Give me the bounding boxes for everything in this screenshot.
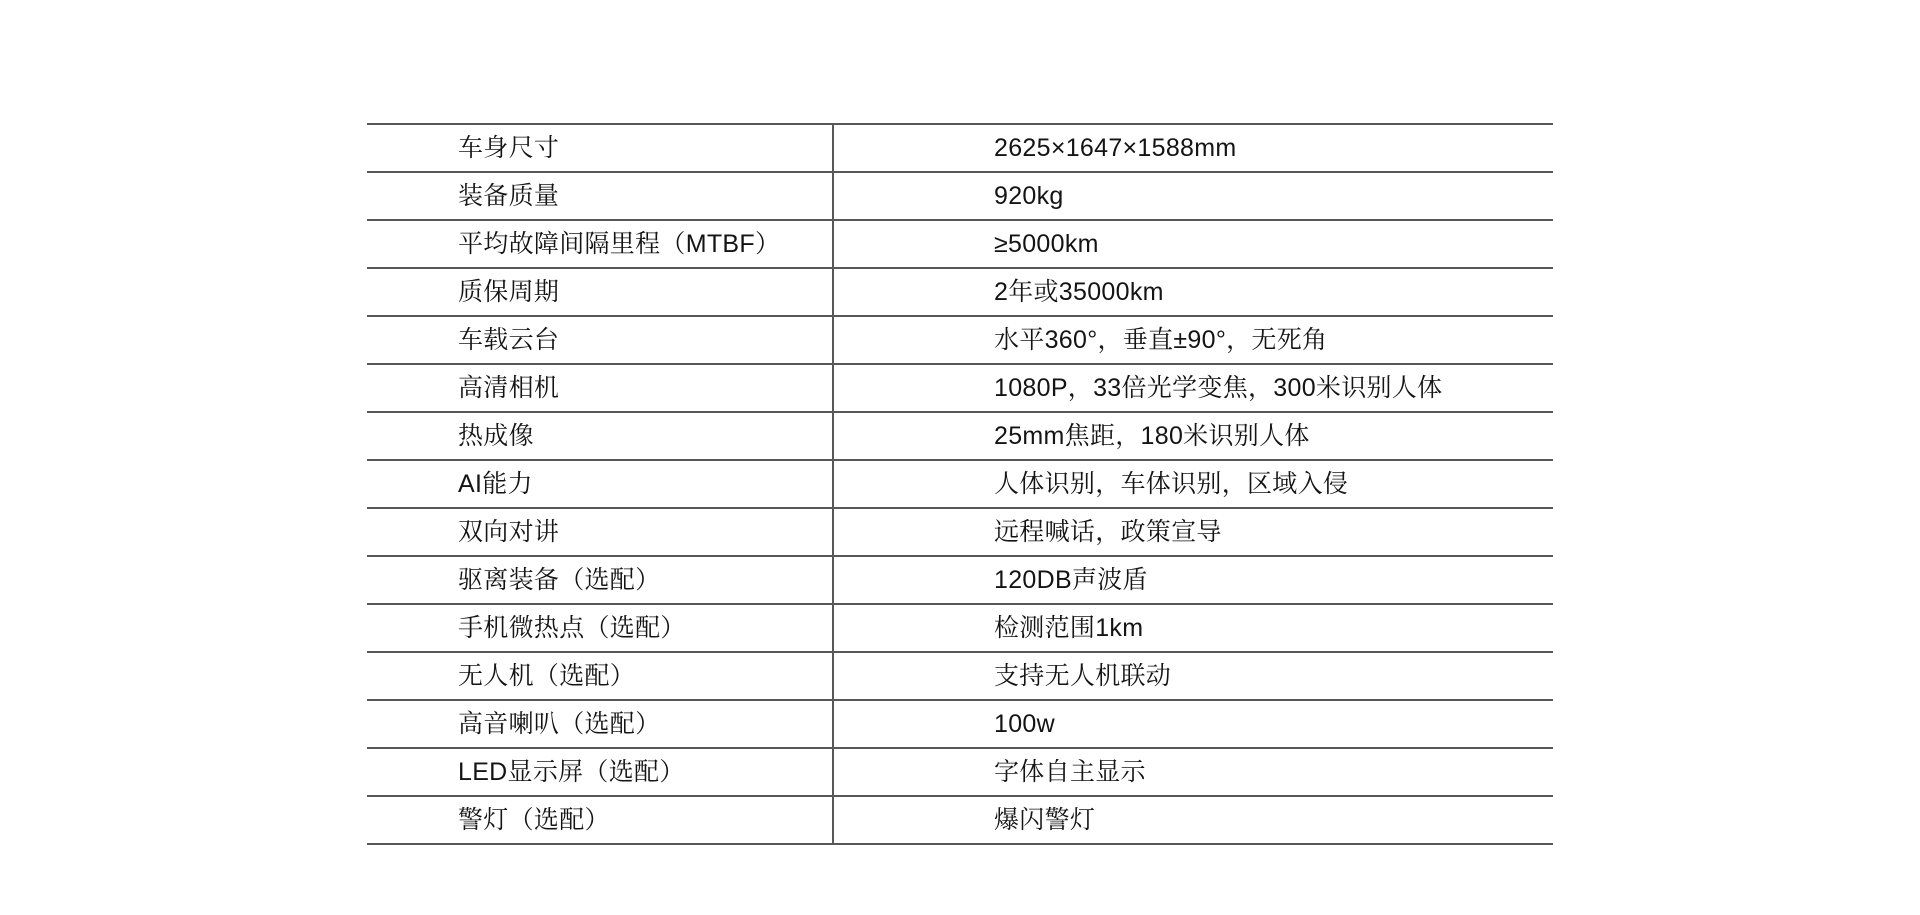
spec-label: 高音喇叭（选配） xyxy=(458,709,661,738)
spec-label: 车身尺寸 xyxy=(458,133,560,162)
spec-label: 质保周期 xyxy=(458,277,560,306)
table-row xyxy=(367,365,1553,413)
table-row xyxy=(367,557,1553,605)
spec-value-cell xyxy=(834,653,1553,699)
spec-value-cell xyxy=(834,173,1553,219)
table-row xyxy=(367,509,1553,557)
spec-value-cell xyxy=(834,365,1553,411)
spec-value-cell xyxy=(834,221,1553,267)
spec-value: 爆闪警灯 xyxy=(994,805,1096,834)
table-row xyxy=(367,749,1553,797)
spec-value: ≥5000km xyxy=(994,229,1099,258)
table-row xyxy=(367,797,1553,845)
spec-label: 双向对讲 xyxy=(458,517,560,546)
spec-label: 热成像 xyxy=(458,421,534,450)
spec-value: 2年或35000km xyxy=(994,277,1164,306)
spec-label-cell xyxy=(367,749,834,795)
spec-value: 120DB声波盾 xyxy=(994,565,1148,594)
spec-value-cell xyxy=(834,749,1553,795)
spec-value: 远程喊话，政策宣导 xyxy=(994,517,1222,546)
table-row xyxy=(367,605,1553,653)
spec-value-cell xyxy=(834,317,1553,363)
table-row xyxy=(367,413,1553,461)
spec-label-cell xyxy=(367,269,834,315)
spec-label-cell xyxy=(367,413,834,459)
table-row xyxy=(367,317,1553,365)
spec-label-cell xyxy=(367,317,834,363)
spec-label: 高清相机 xyxy=(458,373,560,402)
spec-label: 无人机（选配） xyxy=(458,661,636,690)
spec-value: 1080P，33倍光学变焦，300米识别人体 xyxy=(994,373,1443,402)
spec-value: 人体识别，车体识别，区域入侵 xyxy=(994,469,1349,498)
spec-label: 车载云台 xyxy=(458,325,560,354)
spec-value-cell xyxy=(834,125,1553,171)
spec-value: 水平360°，垂直±90°，无死角 xyxy=(994,325,1328,354)
spec-value-cell xyxy=(834,461,1553,507)
table-row xyxy=(367,173,1553,221)
spec-label: LED显示屏（选配） xyxy=(458,757,685,786)
spec-label-cell xyxy=(367,701,834,747)
spec-label: 警灯（选配） xyxy=(458,805,610,834)
table-row xyxy=(367,653,1553,701)
table-row xyxy=(367,221,1553,269)
spec-value-cell xyxy=(834,509,1553,555)
spec-label: 手机微热点（选配） xyxy=(458,613,686,642)
table-row xyxy=(367,461,1553,509)
spec-value-cell xyxy=(834,557,1553,603)
spec-value-cell xyxy=(834,701,1553,747)
table-row xyxy=(367,701,1553,749)
spec-value-cell xyxy=(834,797,1553,843)
spec-label-cell xyxy=(367,509,834,555)
spec-label-cell xyxy=(367,461,834,507)
spec-label-cell xyxy=(367,365,834,411)
spec-value: 920kg xyxy=(994,181,1064,210)
spec-label-cell xyxy=(367,221,834,267)
spec-label: 装备质量 xyxy=(458,181,560,210)
table-row xyxy=(367,125,1553,173)
table-row xyxy=(367,269,1553,317)
spec-value-cell xyxy=(834,605,1553,651)
spec-label: AI能力 xyxy=(458,469,533,498)
spec-table xyxy=(367,123,1553,845)
spec-value: 2625×1647×1588mm xyxy=(994,133,1237,162)
spec-value: 25mm焦距，180米识别人体 xyxy=(994,421,1310,450)
spec-label-cell xyxy=(367,557,834,603)
spec-label-cell xyxy=(367,653,834,699)
spec-label-cell xyxy=(367,173,834,219)
spec-label-cell xyxy=(367,797,834,843)
spec-value: 字体自主显示 xyxy=(994,757,1146,786)
spec-label-cell xyxy=(367,605,834,651)
spec-value: 检测范围1km xyxy=(994,613,1144,642)
spec-value-cell xyxy=(834,269,1553,315)
spec-label-cell xyxy=(367,125,834,171)
spec-label: 驱离装备（选配） xyxy=(458,565,661,594)
spec-label: 平均故障间隔里程（MTBF） xyxy=(458,229,781,258)
spec-value-cell xyxy=(834,413,1553,459)
spec-value: 支持无人机联动 xyxy=(994,661,1172,690)
spec-value: 100w xyxy=(994,709,1055,738)
